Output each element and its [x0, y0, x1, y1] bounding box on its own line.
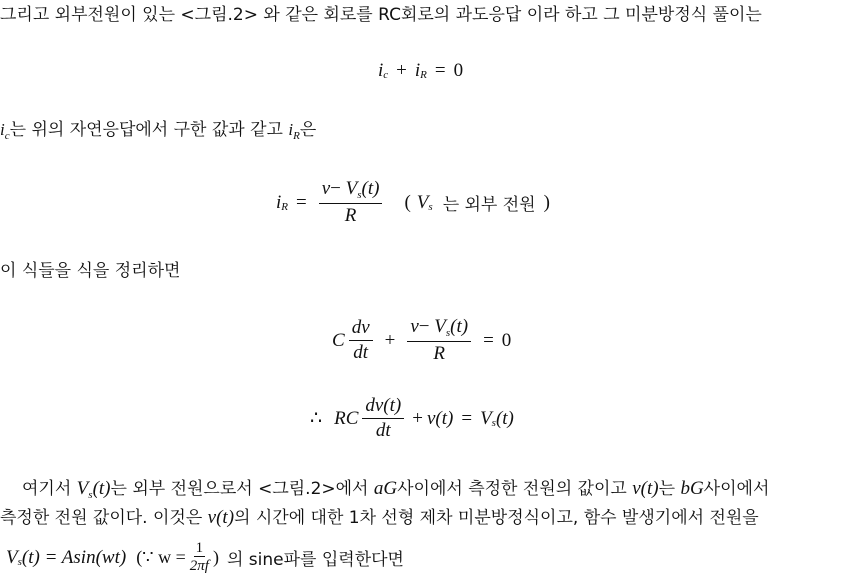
- equals-operator: =: [461, 407, 473, 429]
- explanation-line-3: [6, 540, 404, 575]
- zero-value: 0: [453, 60, 464, 81]
- ic-subscript: c: [383, 69, 389, 81]
- Vs-symbol: V: [76, 478, 89, 499]
- text-segment: 측정한 전원 값이다. 이것은: [0, 508, 208, 528]
- ic-symbol: i: [378, 60, 384, 81]
- plus-operator: +: [384, 329, 396, 351]
- zero-value: 0: [501, 329, 512, 351]
- ir-subscript: R: [420, 69, 427, 81]
- aG-symbol: aG: [373, 478, 398, 499]
- equals-operator: =: [483, 329, 494, 351]
- equals-operator: =: [296, 191, 307, 213]
- Vs-symbol: V: [6, 546, 18, 568]
- text-segment: 의 sine파를 입력한다면: [226, 550, 404, 570]
- bG-symbol: bG: [680, 478, 704, 499]
- text-segment: 는 외부 전원으로서 <그림.2>에서: [110, 479, 374, 499]
- equation-current-sum: [378, 60, 463, 82]
- v-symbol: v: [321, 178, 331, 199]
- equation-ir: [276, 178, 550, 227]
- ic-inline-subscript: c: [4, 130, 10, 142]
- t-argument: (t): [92, 478, 111, 499]
- vt-term: v(t): [426, 407, 454, 429]
- s-subscript: s: [491, 416, 496, 429]
- V-symbol: V: [434, 316, 446, 337]
- plus-operator: +: [412, 407, 423, 429]
- fraction-numerator: 1: [195, 540, 204, 556]
- vt-symbol: v(t): [632, 478, 659, 499]
- ir-subscript: R: [281, 200, 289, 213]
- sine-equation: (t) = Asin(wt): [21, 546, 127, 568]
- t-argument: (t): [495, 407, 514, 429]
- intro-paragraph: 그리고 외부전원이 있는 <그림.2> 와 같은 회로를 RC회로의 과도응답 이라 하고 그 미분방정식 풀이는: [0, 5, 762, 25]
- v-symbol: v: [410, 316, 419, 337]
- s-subscript: s: [17, 555, 22, 568]
- ic-inline-symbol: i: [0, 120, 5, 139]
- source-fraction: [407, 316, 471, 365]
- ir-symbol: i: [414, 60, 421, 81]
- ir-fraction: [319, 178, 383, 227]
- ir-denominator: R: [344, 205, 357, 226]
- equation-rc: [310, 395, 514, 442]
- ir-inline-subscript: R: [293, 130, 300, 142]
- RC-symbol: RC: [334, 407, 359, 429]
- C-symbol: C: [332, 329, 345, 351]
- V-symbol: V: [480, 407, 492, 429]
- explanation-line-2: [0, 507, 759, 529]
- dvt-dt-fraction: [362, 395, 404, 442]
- source-numerator: [407, 316, 471, 342]
- ic-ir-paragraph: [0, 119, 316, 143]
- ir-inline-text: 은: [299, 120, 317, 140]
- t-argument: (t): [361, 178, 380, 199]
- dv-numerator: dv: [349, 317, 373, 341]
- organize-paragraph: 이 식들을 식을 정리하면: [0, 261, 181, 281]
- ir-numerator: [319, 178, 383, 204]
- R-denominator: R: [433, 343, 446, 364]
- note-V-symbol: V: [416, 191, 429, 213]
- dvt-numerator: dv(t): [362, 395, 404, 419]
- equation-differential: [332, 316, 511, 365]
- dt-denominator: dt: [353, 342, 369, 363]
- minus-operator: −: [330, 178, 341, 199]
- fraction-denominator: 2πf: [189, 558, 209, 574]
- s-subscript: s: [88, 489, 93, 501]
- ir-inline-symbol: i: [288, 120, 294, 139]
- note-s-subscript: s: [428, 200, 433, 213]
- explanation-line-1: [22, 478, 769, 502]
- s-subscript: s: [357, 189, 362, 201]
- therefore-symbol: ∴: [310, 408, 323, 429]
- note-open-paren: (: [404, 191, 411, 213]
- ic-inline-text: 는 위의 자연응답에서 구한 값과 같고: [9, 120, 289, 140]
- text-segment: 사이에서: [703, 479, 770, 499]
- ir-symbol: i: [276, 191, 282, 213]
- because-clause: (∵ w =: [136, 547, 186, 567]
- minus-operator: −: [418, 316, 430, 337]
- close-paren: ): [212, 547, 219, 567]
- text-segment: 여기서: [22, 479, 77, 499]
- text-segment: 는: [658, 479, 681, 499]
- note-close-paren: ): [543, 191, 550, 213]
- note-text: 는 외부 전원: [442, 195, 536, 215]
- vt-symbol: v(t): [207, 507, 235, 528]
- t-argument: (t): [450, 316, 469, 337]
- equals-operator: =: [434, 60, 446, 81]
- s-subscript: s: [445, 327, 451, 339]
- omega-fraction: [188, 540, 211, 575]
- dt-denominator: dt: [375, 420, 391, 441]
- text-segment: 사이에서 측정한 전원의 값이고: [397, 479, 633, 499]
- V-symbol: V: [345, 178, 358, 199]
- text-segment: 의 시간에 대한 1차 선형 제차 미분방정식이고, 함수 발생기에서 전원을: [234, 508, 759, 528]
- plus-operator: +: [396, 60, 407, 81]
- dv-dt-fraction: [349, 317, 373, 364]
